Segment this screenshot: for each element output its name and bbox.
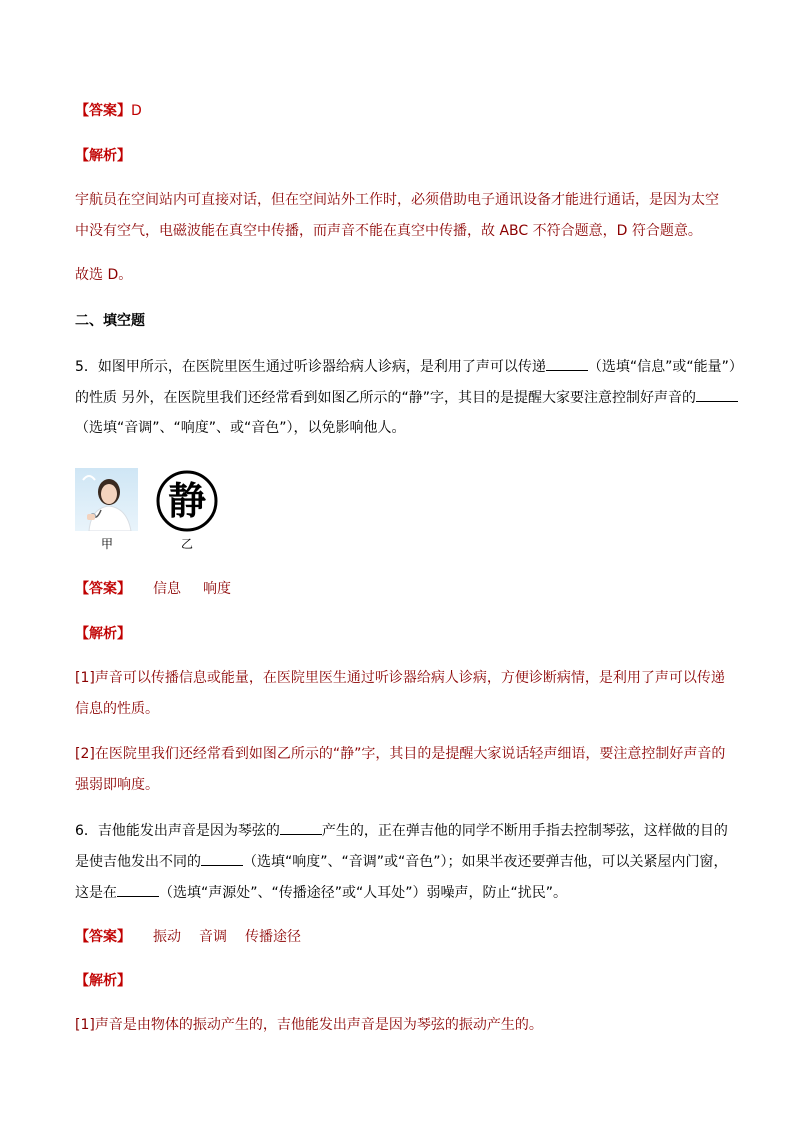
answer-value-1: 信息	[153, 581, 181, 597]
q5-analysis-tag: 【解析】	[75, 626, 131, 642]
q5-question-line1	[75, 356, 743, 377]
answer-value: D	[131, 103, 142, 119]
q4-analysis-line2: 中没有空气，电磁波能在真空中传播，而声音不能在真空中传播，故 ABC 不符合题意，D 符合题意。	[75, 223, 702, 239]
q6-text: 6．吉他能发出声音是因为琴弦的	[75, 823, 280, 839]
q6-question-line1	[75, 820, 728, 841]
q5-question-line3	[75, 418, 406, 438]
answer-value-2: 音调	[199, 929, 227, 945]
fill-blank	[280, 820, 322, 835]
fill-blank	[546, 356, 588, 371]
q5-text: （选填“信息”或“能量”）	[587, 359, 743, 375]
answer-tag: 【答案】	[75, 581, 131, 597]
q6-question-line3	[75, 882, 567, 903]
q5-analysis1-line1: [1]声音可以传播信息或能量，在医院里医生通过听诊器给病人诊病，方便诊断病情，是利用了声可以传递	[75, 670, 725, 686]
q4-conclusion: 故选 D。	[75, 267, 133, 283]
q6-text: （选填“响度”、“音调”或“音色”）；如果半夜还要弹吉他，可以关紧屋内门窗，	[243, 854, 728, 870]
q5-text: 5．如图甲所示，在医院里医生通过听诊器给病人诊病，是利用了声可以传递	[75, 359, 546, 375]
q4-analysis-line1: 宇航员在空间站内可直接对话，但在空间站外工作时，必须借助电子通讯设备才能进行通话，是因为太空	[75, 192, 719, 208]
q6-text: 是使吉他发出不同的	[75, 854, 201, 870]
q4-answer-row	[75, 101, 142, 121]
q5-text: （选填“音调”、“响度”、或“音色”），以免影响他人。	[75, 420, 406, 436]
answer-value-1: 振动	[153, 929, 181, 945]
q4-analysis-tag: 【解析】	[75, 148, 131, 164]
q5-analysis1-line2: 信息的性质。	[75, 701, 159, 717]
answer-value-2: 响度	[203, 581, 231, 597]
q5-answer-row	[75, 579, 231, 599]
section-title: 二、填空题	[75, 313, 145, 329]
q6-text: （选填“声源处”、“传播途径”或“人耳处”）弱噪声，防止“扰民”。	[159, 885, 568, 901]
q6-answer-row	[75, 927, 301, 947]
q6-text: 这是在	[75, 885, 117, 901]
doctor-image	[75, 468, 138, 531]
quiet-sign-char: 静	[167, 478, 206, 523]
doctor-illustration	[75, 468, 138, 531]
figure-jia-label: 甲	[101, 537, 114, 551]
q6-analysis-tag: 【解析】	[75, 973, 131, 989]
q6-analysis1-line1: [1]声音是由物体的振动产生的，吉他能发出声音是因为琴弦的振动产生的。	[75, 1017, 543, 1033]
quiet-sign	[156, 470, 218, 532]
answer-value-3: 传播途径	[245, 929, 301, 945]
fill-blank	[201, 851, 243, 866]
q5-question-line2	[75, 387, 738, 408]
q6-question-line2	[75, 851, 728, 872]
q6-text: 产生的，正在弹吉他的同学不断用手指去控制琴弦，这样做的目的	[321, 823, 728, 839]
answer-tag: 【答案】	[75, 103, 131, 119]
fill-blank	[696, 387, 738, 402]
q5-text: 的性质 另外，在医院里我们还经常看到如图乙所示的“静”字，其目的是提醒大家要注意控制好声音的	[75, 390, 696, 406]
answer-tag: 【答案】	[75, 929, 131, 945]
fill-blank	[117, 882, 159, 897]
q5-analysis2-line2: 强弱即响度。	[75, 777, 159, 793]
figure-yi-label: 乙	[181, 537, 194, 551]
q5-analysis2-line1: [2]在医院里我们还经常看到如图乙所示的“静”字，其目的是提醒大家说话轻声细语，要注意控制好声音的	[75, 746, 726, 762]
